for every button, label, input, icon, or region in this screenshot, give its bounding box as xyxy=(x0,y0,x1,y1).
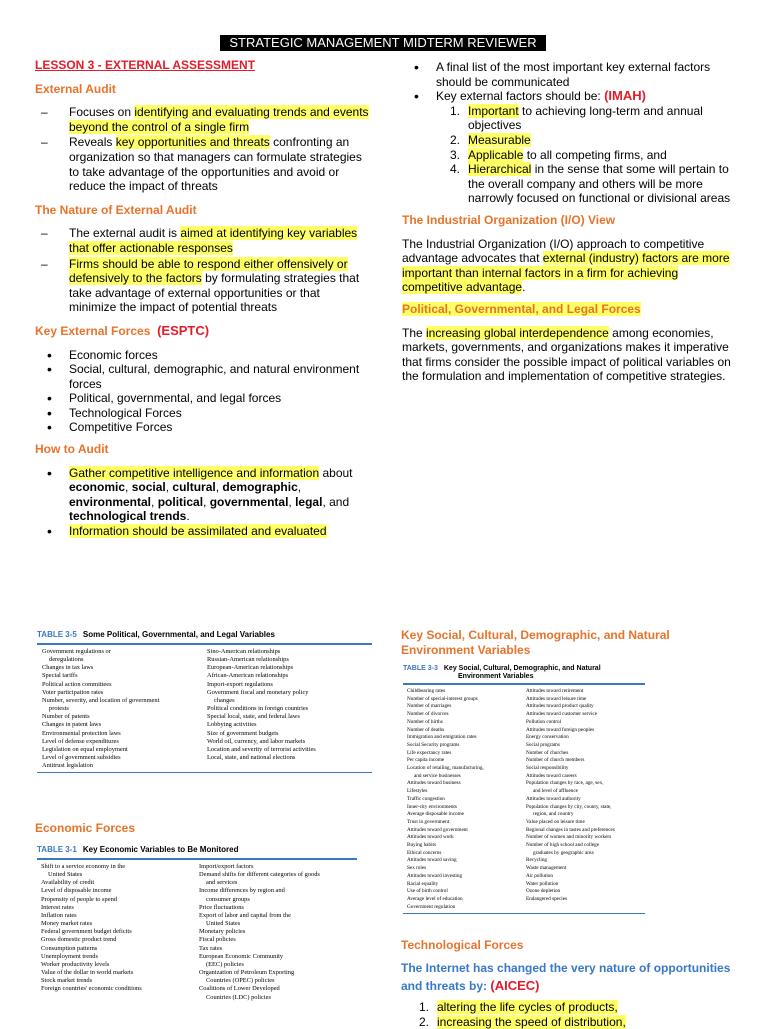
table-cell: Attitudes toward business xyxy=(407,780,461,787)
table-cell: Attitudes toward careers xyxy=(526,772,577,779)
table-cell: European Economic Community xyxy=(199,952,284,960)
list-item: • Information should be assimilated and evaluated xyxy=(35,524,370,539)
table-cell: Organization of Petroleum Exporting xyxy=(199,969,295,977)
table-cell: Interest rates xyxy=(41,903,74,911)
table-cell: Fiscal policies xyxy=(199,936,236,944)
forces-heading: Key External Forces (ESPTC) xyxy=(35,322,210,338)
table-cell: Unemployment trends xyxy=(41,952,98,960)
forces-list xyxy=(35,348,370,436)
table-rule xyxy=(37,643,372,645)
table-cell: Attitudes toward government xyxy=(407,826,468,833)
table-cell: Number of births xyxy=(407,718,443,725)
list-item: 2. Measurable xyxy=(450,132,531,147)
table-cell: Endangered species xyxy=(526,895,568,902)
table-cell: Attitudes toward product quality xyxy=(526,703,594,710)
table-cell: consumer groups xyxy=(206,895,250,903)
table-cell: protests xyxy=(49,705,69,713)
table-column xyxy=(41,863,199,1002)
table-cell: Lifestyles xyxy=(407,788,428,795)
table-cell: Number, severity, and location of government xyxy=(42,696,160,704)
table-cell: Attitudes toward work xyxy=(407,834,454,841)
table-cell: Ozone depletion xyxy=(526,888,561,895)
table-column xyxy=(407,688,526,911)
table-cell: Inner-city environments xyxy=(407,803,457,810)
table-cell: Gross domestic product trend xyxy=(41,936,117,944)
list-item: 3. Applicable to all competing firms, and xyxy=(450,147,667,162)
table-cell: Level of disposable income xyxy=(41,887,112,895)
table-rule xyxy=(37,772,372,773)
table-cell: Traffic congestion xyxy=(407,795,445,802)
table-cell: Value placed on leisure time xyxy=(526,818,585,825)
external-audit-list xyxy=(35,105,370,194)
table-cell: Worker productivity levels xyxy=(41,960,110,968)
table-cell: Number of deaths xyxy=(407,726,445,733)
table-caption: TABLE 3-1 Key Economic Variables to Be Monitored xyxy=(37,845,239,854)
table-cell: Size of government budgets xyxy=(207,729,279,737)
key-factors-list xyxy=(402,60,742,104)
lesson-title: LESSON 3 - EXTERNAL ASSESSMENT xyxy=(35,58,256,72)
list-item: 1. altering the life cycles of products, xyxy=(419,1000,618,1014)
table-rule xyxy=(403,683,645,685)
table-cell: Childbearing rates xyxy=(407,688,446,694)
table-cell: Lobbying activities xyxy=(207,721,257,729)
list-item: • Key external factors should be: (IMAH) xyxy=(402,89,742,104)
table-cell: United States xyxy=(48,871,83,879)
table-cell: Regional changes in tastes and preferences xyxy=(526,826,615,833)
table-cell: and level of affluence xyxy=(533,788,578,795)
table-cell: Import-export regulations xyxy=(207,680,273,688)
table-cell: Attitudes toward saving xyxy=(407,857,457,864)
table-cell: Countries (LDC) policies xyxy=(206,993,271,1001)
list-item: – Focuses on identifying and evaluating trends and events beyond the control of a single firm xyxy=(35,105,370,134)
how-to-audit-list xyxy=(35,466,370,539)
table-cell: Location of retailing, manufacturing, xyxy=(407,765,484,772)
tech-heading: Technological Forces xyxy=(401,938,524,952)
io-view-paragraph: The Industrial Organization (I/O) approach to competitive advantage advocates that external (industry) factors are more important than internal factors in a firm for achieving competitive advantage. xyxy=(402,236,730,295)
list-item: • Gather competitive intelligence and information about economic, social, cultural, demographic, environmental, political, governmental, legal, and technological trends. xyxy=(35,466,370,524)
table-cell: Attitudes toward authority xyxy=(526,795,581,802)
table-cell: Average level of education xyxy=(407,895,463,902)
table-cell: Political action committees xyxy=(42,680,112,688)
nature-heading: The Nature of External Audit xyxy=(35,202,197,217)
table-cell: Countries (OPEC) policies xyxy=(206,977,275,985)
table-cell: Availability of credit xyxy=(41,879,95,887)
tech-subheading: The Internet has changed the very nature of opportunities and threats by: (AICEC) xyxy=(401,961,731,993)
table-cell: Number of women and minority workers xyxy=(526,834,612,841)
table-cell: Social Security programs xyxy=(407,741,460,748)
table-cell: Air pollution xyxy=(526,872,553,879)
table-cell: Demand shifts for different categories of goods xyxy=(199,871,320,879)
list-item: – Reveals key opportunities and threats confronting an organization so that managers can formulate strategies to take advantage of the opportunities and avoid or reduce the impact of threats xyxy=(35,135,370,193)
table-cell: Social programs xyxy=(526,741,560,748)
external-audit-heading: External Audit xyxy=(35,81,116,96)
table-cell: Population changes by race, age, sex, xyxy=(526,780,604,787)
table-cell: Changes in patent laws xyxy=(42,721,102,729)
table-column xyxy=(207,648,372,770)
table-cell: Attitudes toward leisure time xyxy=(526,695,587,702)
table-cell: Buying habits xyxy=(407,842,436,849)
table-cell: Number of marriages xyxy=(407,703,452,710)
table-cell: Income differences by region and xyxy=(199,887,285,895)
table-cell: Tax rates xyxy=(199,944,223,952)
table-cell: Immigration and emigration rates xyxy=(407,734,477,741)
nature-list xyxy=(35,226,370,315)
table-cell: Trust in government xyxy=(407,818,450,825)
table-cell: Number of church members xyxy=(526,757,585,764)
table-cell: Voter participation rates xyxy=(42,688,104,696)
list-item: 2. increasing the speed of distribution, xyxy=(419,1014,626,1029)
table-cell: Money market rates xyxy=(41,920,93,928)
document-title: STRATEGIC MANAGEMENT MIDTERM REVIEWER xyxy=(220,35,546,51)
table-cell: Government regulation xyxy=(407,903,456,910)
table-cell: Environmental protection laws xyxy=(42,729,121,737)
table-cell: Monetary policies xyxy=(199,928,246,936)
table-cell: Propensity of people to spend xyxy=(41,895,117,903)
io-view-heading: The Industrial Organization (I/O) View xyxy=(402,212,616,227)
list-item: • Social, cultural, demographic, and natural environment forces xyxy=(35,362,370,391)
table-cell: Social responsibility xyxy=(526,765,569,772)
list-item: – The external audit is aimed at identifying key variables that offer actionable responses xyxy=(35,226,370,255)
table-cell: and services xyxy=(206,879,238,887)
list-item: – Firms should be able to respond either offensively or defensively to the factors by formulating strategies that take advantage of external opportunities or that minimize the impact of potential threats xyxy=(35,257,370,315)
table-cell: deregulations xyxy=(49,656,84,664)
table-cell: Legislation on equal employment xyxy=(42,745,128,753)
table-cell: Price fluctuations xyxy=(199,903,244,911)
right-column xyxy=(402,60,742,384)
table-cell: Inflation rates xyxy=(41,911,77,919)
table-cell: Federal government budget deficits xyxy=(41,928,132,936)
table-cell: African-American relationships xyxy=(207,672,289,680)
table-cell: Political conditions in foreign countries xyxy=(207,705,309,713)
table-cell: Average disposable income xyxy=(407,811,464,818)
table-cell: Number of high school and college xyxy=(526,842,600,849)
table-cell: United States xyxy=(206,920,241,928)
table-3-3 xyxy=(403,665,645,914)
table-cell: Changes in tax laws xyxy=(42,664,94,672)
table-cell: Government fiscal and monetary policy xyxy=(207,688,309,696)
table-cell: Special local, state, and federal laws xyxy=(207,713,300,721)
table-cell: Per capita income xyxy=(407,757,445,764)
table-cell: Value of the dollar in world markets xyxy=(41,969,134,977)
table-cell: Level of government subsidies xyxy=(42,754,121,762)
table-cell: Number of patents xyxy=(42,713,90,721)
table-cell: Sino-American relationships xyxy=(207,648,281,655)
table-cell: Energy conservation xyxy=(526,734,569,741)
table-cell: European-American relationships xyxy=(207,664,294,672)
table-cell: changes xyxy=(214,696,235,704)
table-cell: Foreign countries' economic conditions xyxy=(41,985,142,993)
how-to-audit-heading: How to Audit xyxy=(35,442,109,457)
social-heading: Key Social, Cultural, Demographic, and Natural Environment Variables xyxy=(401,628,670,657)
table-cell: Local, state, and national elections xyxy=(207,754,296,762)
table-cell: region, and country xyxy=(533,811,574,818)
table-cell: Sex roles xyxy=(407,865,427,872)
pgl-paragraph: The increasing global interdependence among economies, markets, governments, and organizations makes it imperative that firms consider the possible impact of political variables on the formulation and implementation of competitive strategies. xyxy=(402,325,731,384)
table-cell: graduates by geographic area xyxy=(533,849,594,856)
table-cell: Coalitions of Lower Developed xyxy=(199,985,280,993)
table-caption: TABLE 3-3 Key Social, Cultural, Demographic, and Natural Environment Variables xyxy=(403,665,601,680)
table-cell: Export of labor and capital from the xyxy=(199,911,291,919)
table-cell: Number of churches xyxy=(526,749,569,756)
list-item: 4. Hierarchical in the sense that some will pertain to the overall company and others will be more narrowly focused on functional or divisional areas xyxy=(450,162,731,206)
table-cell: Special tariffs xyxy=(42,672,78,680)
table-cell: Russian-American relationships xyxy=(207,656,289,664)
table-cell: Pollution control xyxy=(526,718,562,725)
table-cell: Stock market trends xyxy=(41,977,93,985)
table-cell: Antitrust legislation xyxy=(42,762,93,770)
list-item: • Economic forces xyxy=(35,348,370,363)
table-cell: Import/export factors xyxy=(199,863,254,870)
table-cell: Population changes by city, county, state, xyxy=(526,803,612,810)
table-column xyxy=(42,648,207,770)
criteria-list xyxy=(402,104,742,206)
tech-list xyxy=(401,1000,741,1029)
table-cell: Use of birth control xyxy=(407,888,448,895)
table-cell: Life expectancy rates xyxy=(407,749,452,756)
list-item: • A final list of the most important key external factors should be communicated xyxy=(402,60,742,89)
table-cell: Number of special-interest groups xyxy=(407,695,478,702)
table-cell: Level of defense expenditures xyxy=(42,737,119,745)
table-cell: Consumption patterns xyxy=(41,944,98,952)
list-item: • Political, governmental, and legal forces xyxy=(35,391,370,406)
table-column xyxy=(199,863,357,1002)
table-cell: Waste management xyxy=(526,865,567,872)
table-cell: Government regulations or xyxy=(42,648,111,655)
table-cell: (EEC) policies xyxy=(206,960,244,968)
list-item: 1. Important to achieving long-term and annual objectives xyxy=(450,103,703,133)
table-column xyxy=(526,688,645,911)
table-cell: Attitudes toward foreign peoples xyxy=(526,726,595,733)
table-cell: Racial equality xyxy=(407,880,439,887)
left-column xyxy=(35,58,370,539)
table-cell: Shift to a service economy in the xyxy=(41,863,126,870)
table-cell: Water pollution xyxy=(526,880,559,887)
table-cell: World oil, currency, and labor markets xyxy=(207,737,306,745)
list-item: • Technological Forces xyxy=(35,406,370,421)
table-rule xyxy=(403,913,645,914)
list-item: • Competitive Forces xyxy=(35,420,370,435)
table-3-5 xyxy=(37,630,372,773)
table-cell: Recycling xyxy=(526,857,548,864)
table-cell: Attitudes toward retirement xyxy=(526,688,584,694)
pgl-heading: Political, Governmental, and Legal Forces xyxy=(402,301,641,316)
table-cell: Attitudes toward investing xyxy=(407,872,463,879)
table-cell: and service businesses xyxy=(414,772,461,779)
table-caption: TABLE 3-5 Some Political, Governmental, and Legal Variables xyxy=(37,630,275,639)
table-3-1 xyxy=(37,845,357,1002)
table-cell: Number of divorces xyxy=(407,711,449,718)
table-cell: Location and severity of terrorist activities xyxy=(207,745,316,753)
table-cell: Attitudes toward customer service xyxy=(526,711,598,718)
economic-forces-heading: Economic Forces xyxy=(35,821,136,835)
table-rule xyxy=(37,858,357,860)
table-cell: Ethical concerns xyxy=(407,849,442,856)
